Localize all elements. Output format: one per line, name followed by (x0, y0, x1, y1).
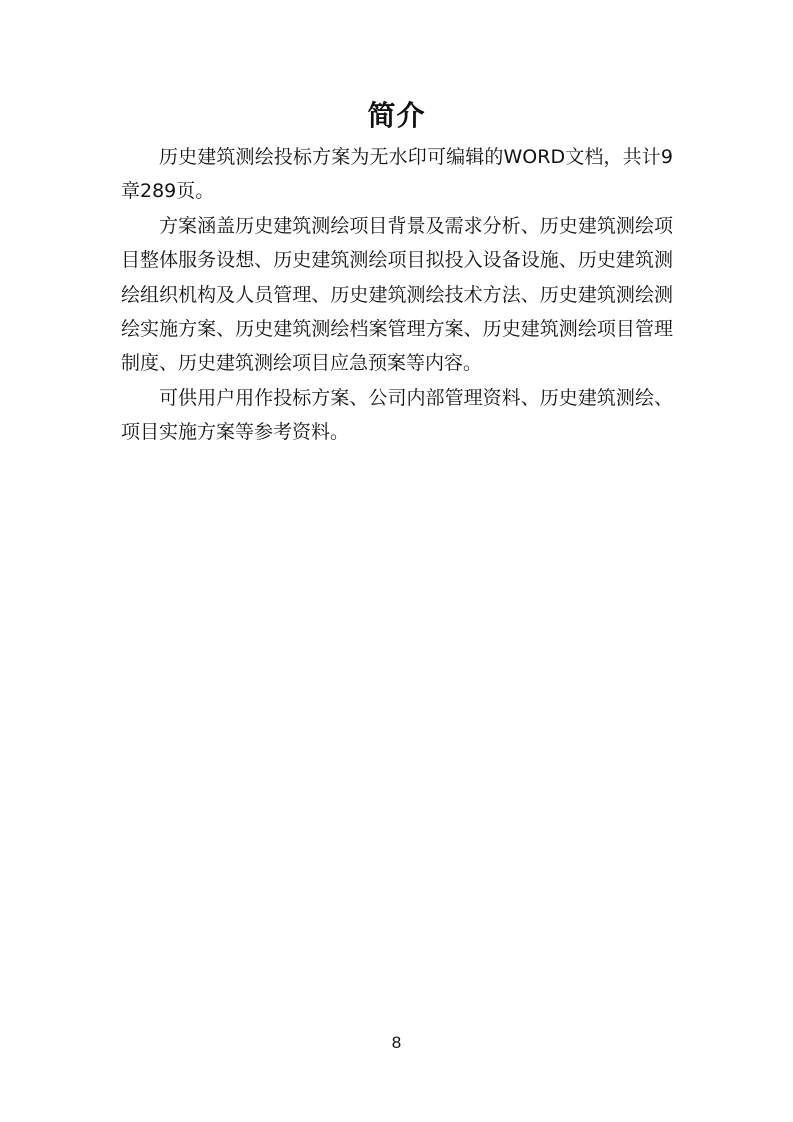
intro-paragraph-2: 方案涵盖历史建筑测绘项目背景及需求分析、历史建筑测绘项目整体服务设想、历史建筑测绘项目拟投入设备设施、历史建筑测绘组织机构及人员管理、历史建筑测绘技术方法、历史建筑测绘测绘实施方案、历史建筑测绘档案管理方案、历史建筑测绘项目管理制度、历史建筑测绘项目应急预案等内容。 (121, 214, 673, 375)
page-number: 8 (391, 1033, 402, 1052)
intro-paragraph-1: 历史建筑测绘投标方案为无水印可编辑的WORD文档，共计9章289页。 (121, 146, 673, 203)
intro-paragraph-3: 可供用户用作投标方案、公司内部管理资料、历史建筑测绘、项目实施方案等参考资料。 (121, 386, 673, 444)
page-title: 简介 (367, 99, 426, 132)
intro-body (121, 140, 673, 450)
